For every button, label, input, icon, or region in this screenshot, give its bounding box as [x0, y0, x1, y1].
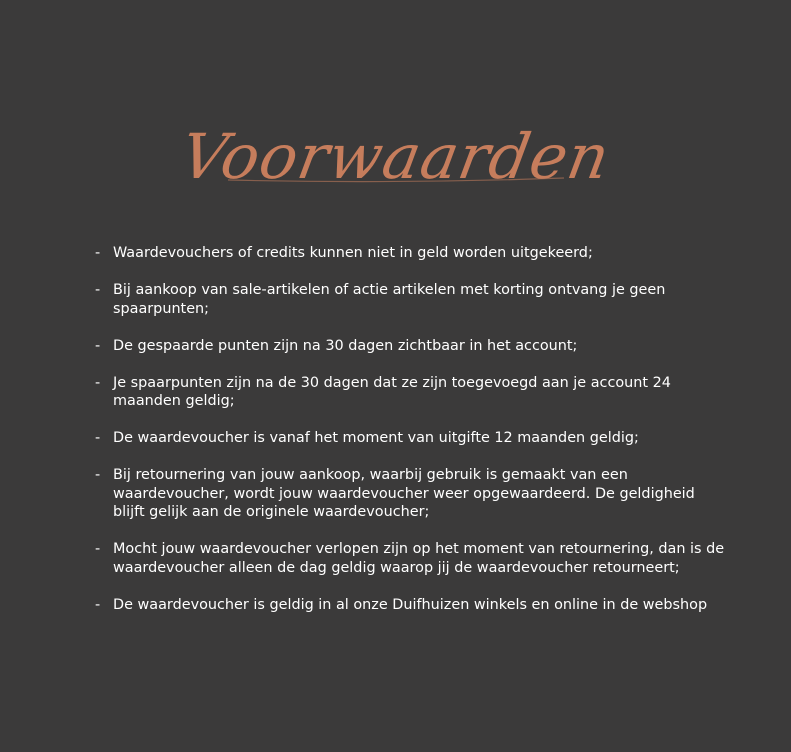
title-flourish	[226, 176, 566, 184]
term-item: - Bij aankoop van sale-artikelen of actie artikelen met korting ontvang je geen spaarpunten;	[95, 281, 725, 318]
term-item: - De waardevoucher is vanaf het moment van uitgifte 12 maanden geldig;	[95, 429, 725, 448]
term-item: - De waardevoucher is geldig in al onze Duifhuizen winkels en online in de webshop	[95, 596, 725, 615]
term-item: - Mocht jouw waardevoucher verlopen zijn op het moment van retournering, dan is de waardevoucher alleen de dag geldig waarop jij de waardevoucher retourneert;	[95, 540, 725, 577]
term-item: - Je spaarpunten zijn na de 30 dagen dat ze zijn toegevoegd aan je account 24 maanden geldig;	[95, 374, 725, 411]
term-item: - Bij retournering van jouw aankoop, waarbij gebruik is gemaakt van een waardevoucher, wordt jouw waardevoucher weer opgewaardeerd. De geldigheid blijft gelijk aan de originele waardevoucher;	[95, 466, 725, 522]
term-item: - Waardevouchers of credits kunnen niet in geld worden uitgekeerd;	[95, 244, 725, 263]
page-title: Voorwaarden	[175, 119, 616, 193]
term-item: - De gespaarde punten zijn na 30 dagen zichtbaar in het account;	[95, 337, 725, 356]
terms-list	[95, 244, 725, 633]
